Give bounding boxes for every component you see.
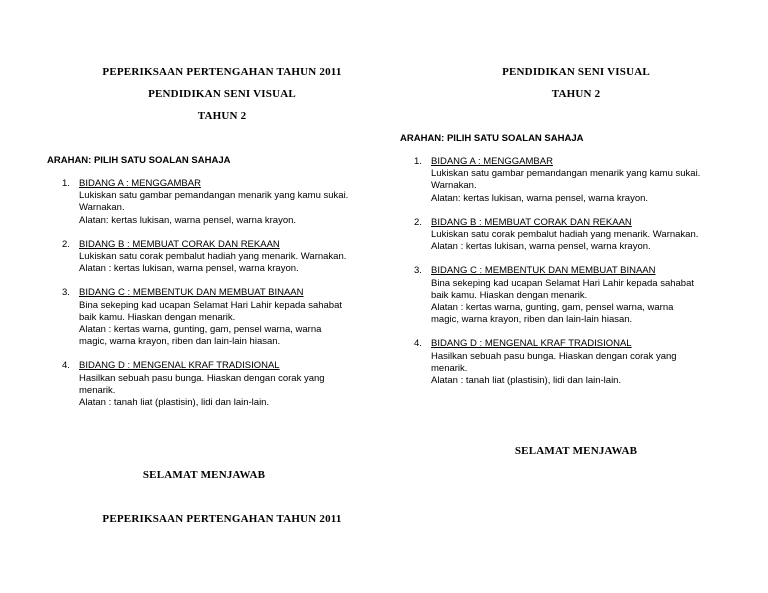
question-list — [414, 156, 701, 387]
subject-title: PENDIDIKAN SENI VISUAL — [148, 88, 296, 100]
year-title: TAHUN 2 — [551, 88, 601, 100]
question-line: Alatan: kertas lukisan, warna pensel, warna krayon. — [79, 214, 297, 226]
question-line: baik kamu. Hiaskan dengan menarik. — [79, 311, 236, 323]
question-number: 3. — [414, 265, 422, 277]
question-line: Alatan: kertas lukisan, warna pensel, warna krayon. — [431, 192, 649, 204]
question-line: menarik. — [431, 362, 468, 374]
question-line: magic, warna krayon, riben dan lain-lain hiasan. — [431, 314, 633, 326]
question-heading: BIDANG B : MEMBUAT CORAK DAN REKAAN — [431, 216, 632, 228]
question-number: 4. — [414, 338, 422, 350]
question-item — [62, 360, 348, 409]
question-item — [62, 238, 348, 276]
question-line: Alatan : kertas lukisan, warna pensel, warna krayon. — [431, 241, 651, 253]
question-line: Lukiskan satu gambar pemandangan menarik yang kamu sukai. — [79, 190, 349, 202]
question-line: Lukiskan satu gambar pemandangan menarik yang kamu sukai. — [431, 168, 701, 180]
instruction: ARAHAN: PILIH SATU SOALAN SAHAJA — [400, 133, 584, 144]
question-number: 3. — [62, 287, 70, 299]
question-line: Alatan : tanah liat (plastisin), lidi dan lain-lain. — [79, 397, 270, 409]
question-heading: BIDANG A : MENGGAMBAR — [79, 178, 201, 189]
footer-title: PEPERIKSAAN PERTENGAHAN TAHUN 2011 — [102, 513, 342, 525]
question-number: 1. — [414, 156, 422, 167]
year-title: TAHUN 2 — [197, 110, 247, 122]
question-line: Warnakan. — [79, 202, 125, 214]
question-heading: BIDANG D : MENGENAL KRAF TRADISIONAL — [431, 338, 632, 350]
question-line: Bina sekeping kad ucapan Selamat Hari Lahir kepada sahabat — [79, 299, 343, 311]
question-line: Lukiskan satu corak pembalut hadiah yang menarik. Warnakan. — [79, 251, 347, 263]
question-line: Lukiskan satu corak pembalut hadiah yang menarik. Warnakan. — [431, 229, 699, 241]
exam-title: PEPERIKSAAN PERTENGAHAN TAHUN 2011 — [102, 66, 342, 78]
closing-text: SELAMAT MENJAWAB — [142, 469, 266, 481]
question-line: Hasilkan sebuah pasu bunga. Hiaskan dengan corak yang — [431, 350, 677, 362]
question-heading: BIDANG C : MEMBENTUK DAN MEMBUAT BINAAN — [79, 287, 304, 299]
question-heading: BIDANG C : MEMBENTUK DAN MEMBUAT BINAAN — [431, 265, 656, 277]
question-item — [62, 178, 349, 227]
question-line: Alatan : tanah liat (plastisin), lidi dan lain-lain. — [431, 375, 622, 387]
question-heading: BIDANG B : MEMBUAT CORAK DAN REKAAN — [79, 238, 280, 250]
question-item — [414, 216, 700, 254]
closing-text: SELAMAT MENJAWAB — [514, 445, 638, 457]
subject-title: PENDIDIKAN SENI VISUAL — [502, 66, 650, 78]
question-number: 1. — [62, 178, 70, 189]
question-line: menarik. — [79, 384, 116, 396]
question-list — [62, 178, 349, 409]
question-line: Hasilkan sebuah pasu bunga. Hiaskan dengan corak yang — [79, 372, 325, 384]
question-number: 2. — [414, 216, 422, 228]
question-line: Alatan : kertas warna, gunting, gam, pensel warna, warna — [431, 302, 674, 314]
question-heading: BIDANG D : MENGENAL KRAF TRADISIONAL — [79, 360, 280, 372]
right-page — [384, 0, 768, 593]
question-line: Warnakan. — [431, 180, 477, 192]
question-heading: BIDANG A : MENGGAMBAR — [431, 156, 553, 167]
question-line: magic, warna krayon, riben dan lain-lain hiasan. — [79, 336, 281, 348]
question-line: Alatan : kertas warna, gunting, gam, pensel warna, warna — [79, 324, 322, 336]
question-number: 4. — [62, 360, 70, 372]
question-item — [414, 338, 700, 387]
question-line: Alatan : kertas lukisan, warna pensel, warna krayon. — [79, 263, 299, 275]
question-item — [62, 287, 348, 348]
question-item — [414, 156, 701, 205]
question-number: 2. — [62, 238, 70, 250]
question-line: Bina sekeping kad ucapan Selamat Hari Lahir kepada sahabat — [431, 277, 695, 289]
instruction: ARAHAN: PILIH SATU SOALAN SAHAJA — [47, 155, 231, 166]
question-line: baik kamu. Hiaskan dengan menarik. — [431, 289, 588, 301]
question-item — [414, 265, 700, 326]
